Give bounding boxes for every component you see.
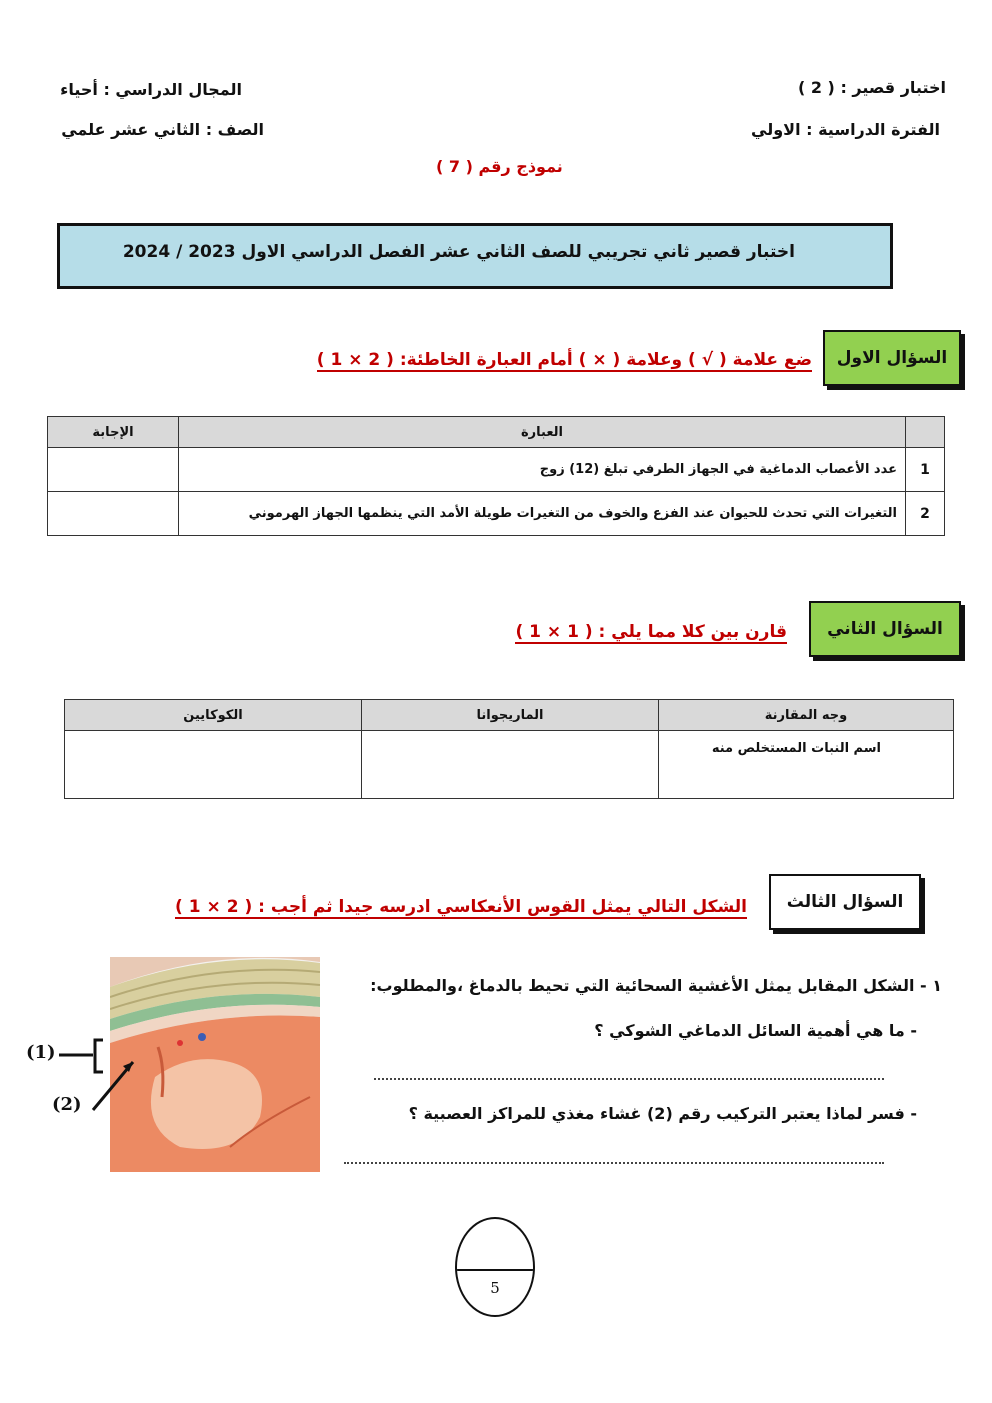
answer-cell[interactable] [48, 448, 179, 492]
row-number: 1 [906, 448, 945, 492]
question3-label: السؤال الثالث [786, 892, 904, 912]
question3-item-1: - ما هي أهمية السائل الدماغي الشوكي ؟ [594, 1021, 917, 1040]
subject-field: المجال الدراسي : أحياء [60, 80, 242, 99]
comparison-text: اسم النبات المستخلص منه [711, 741, 881, 756]
question3-label-box [769, 874, 921, 930]
header-statement: العبارة [179, 417, 906, 448]
header-marijuana: الماريجوانا [362, 700, 659, 731]
question1-label: السؤال الاول [836, 348, 948, 368]
page-number-circle [455, 1217, 535, 1317]
table-header-row [65, 700, 954, 731]
grade: الصف : الثاني عشر علمي [61, 120, 264, 139]
statement-cell [179, 492, 906, 536]
circle-divider [457, 1269, 533, 1271]
statement-text: التغيرات التي تحدث للحيوان عند الفزع والخوف من التغيرات طويلة الأمد التي ينظمها الجهاز الهرموني [248, 506, 897, 521]
question2-label-box [809, 601, 961, 657]
title-banner [57, 223, 893, 289]
statement-cell [179, 448, 906, 492]
row-number: 2 [906, 492, 945, 536]
question2-label: السؤال الثاني [827, 619, 943, 639]
answer-line-2[interactable] [344, 1162, 884, 1164]
table-row [48, 448, 945, 492]
table-header-row [48, 417, 945, 448]
header-answer: الإجابة [48, 417, 179, 448]
term: الفترة الدراسية : الاولي [751, 120, 940, 139]
comparison-cell [659, 731, 954, 799]
question2-instruction: قارن بين كلا مما يلي : ( 1 × 1 ) [515, 622, 787, 642]
statement-text: عدد الأعصاب الدماغية في الجهاز الطرفي تبلغ (12) زوج [539, 462, 897, 477]
question2-table [64, 699, 954, 799]
page-number: 5 [490, 1279, 500, 1297]
question3-instruction: الشكل التالي يمثل القوس الأنعكاسي ادرسه جيدا ثم أجب : ( 2 × 1 ) [175, 897, 747, 917]
quiz-number: اختبار قصير : ( 2 ) [797, 78, 946, 97]
model-number: نموذج رقم ( 7 ) [436, 157, 563, 176]
quiz-title: اختبار قصير ثاني تجريبي للصف الثاني عشر الفصل الدراسي الاول 2023 / 2024 [122, 242, 795, 262]
question1-instruction: ضع علامة ( √ ) وعلامة ( × ) أمام العبارة الخاطئة: ( 2 × 1 ) [316, 350, 812, 370]
question1-table [47, 416, 945, 536]
answer-cell[interactable] [48, 492, 179, 536]
figure-pointers [55, 1030, 145, 1120]
answer-line-1[interactable] [374, 1078, 884, 1080]
table-row [65, 731, 954, 799]
cocaine-answer-cell[interactable] [65, 731, 362, 799]
figure-label-2: (2) [52, 1094, 82, 1115]
header-number [906, 417, 945, 448]
figure-label-1: (1) [26, 1042, 56, 1063]
question3-item-2: - فسر لماذا يعتبر التركيب رقم (2) غشاء مغذي للمراكز العصبية ؟ [408, 1104, 917, 1123]
header-cocaine: الكوكايين [65, 700, 362, 731]
header-comparison: وجه المقارنة [659, 700, 954, 731]
question1-label-box [823, 330, 961, 386]
marijuana-answer-cell[interactable] [362, 731, 659, 799]
question3-intro: ١ - الشكل المقابل يمثل الأغشية السحائية التي تحيط بالدماغ ،والمطلوب: [370, 976, 942, 995]
table-row [48, 492, 945, 536]
